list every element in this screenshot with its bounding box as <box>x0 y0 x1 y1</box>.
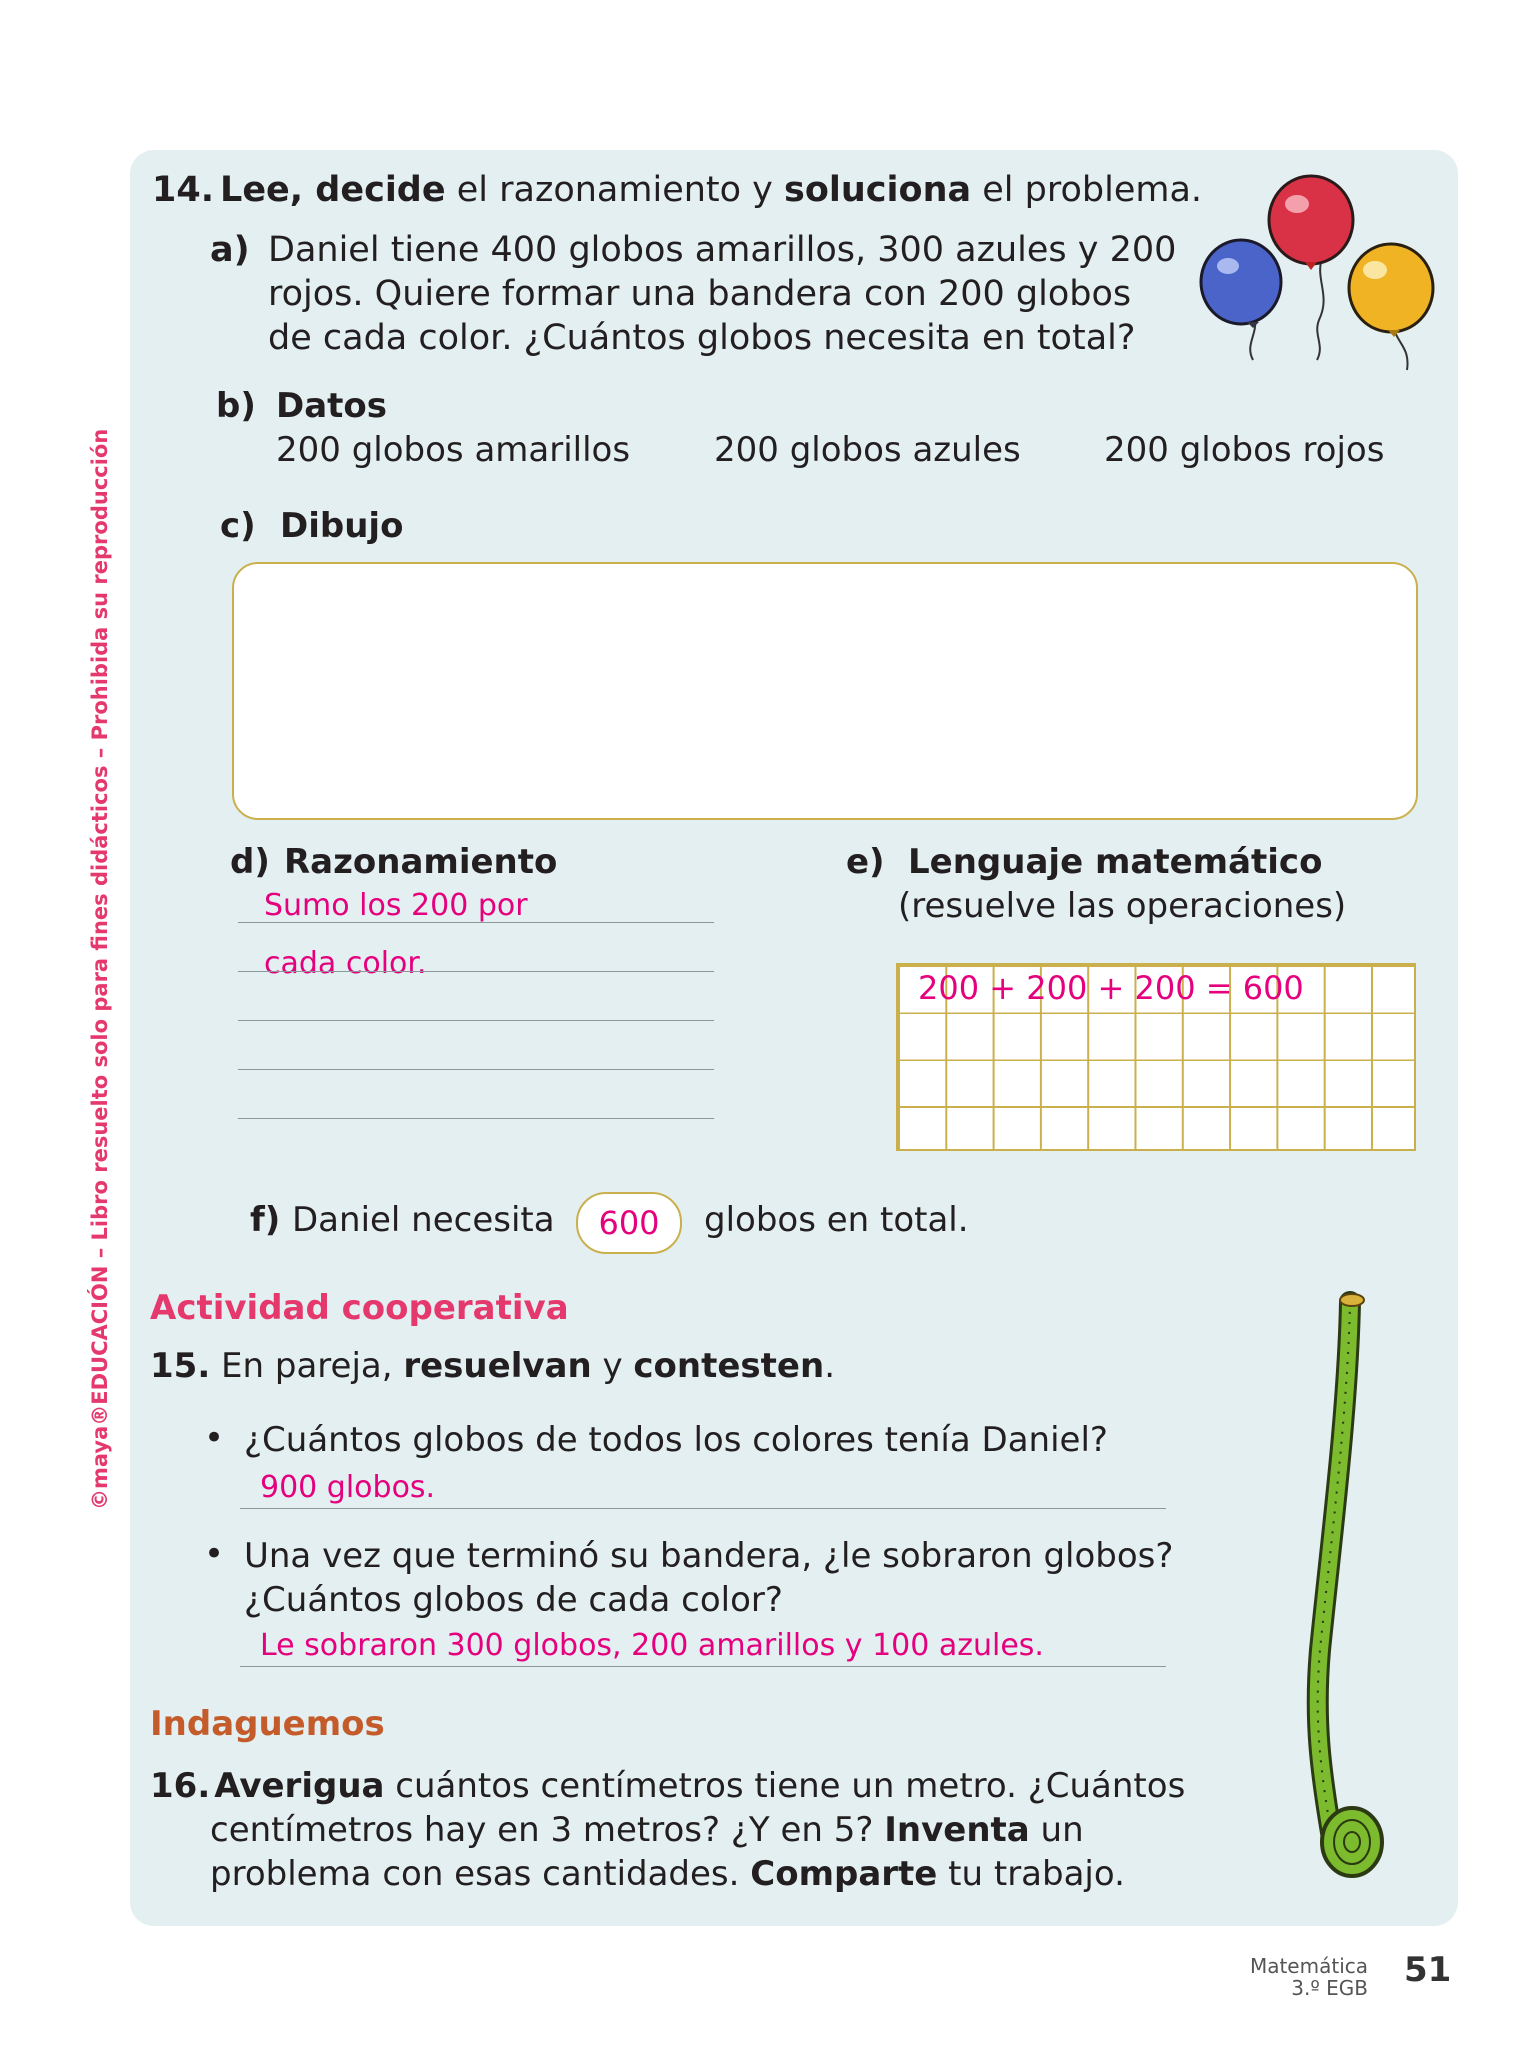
q15-number: 15. <box>150 1346 211 1386</box>
q15-text-3: . <box>824 1346 836 1386</box>
reasoning-rule-5 <box>238 1118 714 1119</box>
q14-b-title: Datos <box>276 386 388 426</box>
q15-instruction <box>150 1344 835 1388</box>
q15-bold-1: resuelvan <box>403 1346 592 1386</box>
q15-answer-2: Le sobraron 300 globos, 200 amarillos y 100 azules. <box>260 1628 1044 1663</box>
datos-item-1: 200 globos amarillos <box>276 430 631 470</box>
q14-e-title: Lenguaje matemático <box>908 842 1323 882</box>
q16-line-2 <box>210 1808 1084 1852</box>
q14-b-label: b) <box>216 386 256 426</box>
q16-text-4: problema con esas cantidades. <box>210 1854 751 1894</box>
q14-number: 14. <box>152 170 215 210</box>
grid-cell-5: 200 <box>1134 969 1196 1007</box>
q16-text-5: tu trabajo. <box>937 1854 1125 1894</box>
reasoning-rule-2 <box>238 971 714 972</box>
reasoning-rule-1 <box>238 922 714 923</box>
drawing-box[interactable] <box>232 562 1418 820</box>
reasoning-answer-line-2: cada color. <box>264 946 427 981</box>
answer-oval[interactable] <box>576 1192 682 1254</box>
grid-cell-4: + <box>1097 969 1125 1007</box>
reasoning-rule-4 <box>238 1069 714 1070</box>
q14-bold-1: Lee, decide <box>220 170 446 210</box>
q16-bold-2: Inventa <box>884 1810 1030 1850</box>
q14-text-2: el problema. <box>971 170 1203 210</box>
q16-text-1: cuántos centímetros tiene un metro. ¿Cuántos <box>384 1766 1186 1806</box>
answer-value: 600 <box>598 1204 660 1242</box>
reasoning-answer-line-1: Sumo los 200 por <box>264 888 528 923</box>
q16-text-3: un <box>1029 1810 1084 1850</box>
q14-f-text-after: globos en total. <box>704 1200 969 1240</box>
q16-line-3 <box>210 1852 1125 1896</box>
q14-f-label: f) <box>250 1200 281 1240</box>
balloons-illustration <box>1185 170 1455 380</box>
q15-text-1: En pareja, <box>221 1346 404 1386</box>
q14-e-subtitle: (resuelve las operaciones) <box>898 886 1347 926</box>
copyright-vertical: ©maya®EDUCACIÓN – Libro resuelto solo para fines didácticos – Prohibida su reproducción <box>88 428 112 1510</box>
grid-cell-6: = <box>1205 969 1233 1007</box>
answer-rule-1 <box>240 1508 1166 1509</box>
datos-item-3: 200 globos rojos <box>1104 430 1385 470</box>
q14-a-line-1: Daniel tiene 400 globos amarillos, 300 azules y 200 <box>268 230 1177 270</box>
page-number: 51 <box>1404 1950 1452 1990</box>
q14-a-line-2: rojos. Quiere formar una bandera con 200 globos <box>268 274 1132 314</box>
q14-f-text-before: Daniel necesita <box>292 1200 555 1240</box>
coop-heading: Actividad cooperativa <box>150 1288 569 1328</box>
q15-answer-1: 900 globos. <box>260 1470 436 1505</box>
q14-c-title: Dibujo <box>280 506 404 546</box>
q14-e-label: e) <box>846 842 885 882</box>
bullet-1: • <box>204 1418 225 1458</box>
bullet-2: • <box>204 1534 225 1574</box>
q14-text-1: el razonamiento y <box>445 170 785 210</box>
tape-measure-illustration <box>1290 1290 1420 1890</box>
grid-cell-2: + <box>989 969 1017 1007</box>
footer-label <box>1250 1955 1368 1999</box>
q15-question-2-line-1: Una vez que terminó su bandera, ¿le sobraron globos? <box>244 1536 1174 1576</box>
footer-subject: Matemática <box>1249 1954 1368 1978</box>
q14-c-label: c) <box>220 506 256 546</box>
q14-d-title: Razonamiento <box>284 842 558 882</box>
math-expression <box>918 968 1304 1008</box>
q14-a-line-3: de cada color. ¿Cuántos globos necesita en total? <box>268 318 1136 358</box>
q14-instruction <box>152 168 1202 212</box>
q15-bold-2: contesten <box>633 1346 825 1386</box>
q16-bold-3: Comparte <box>750 1854 938 1894</box>
grid-cell-7: 600 <box>1242 969 1304 1007</box>
q16-text-2: centímetros hay en 3 metros? ¿Y en 5? <box>210 1810 885 1850</box>
q15-text-2: y <box>591 1346 634 1386</box>
reasoning-rule-3 <box>238 1020 714 1021</box>
q16-bold-1: Averigua <box>214 1766 385 1806</box>
q15-question-2-line-2: ¿Cuántos globos de cada color? <box>244 1580 783 1620</box>
q16-number: 16. <box>150 1766 211 1806</box>
q14-d-label: d) <box>230 842 270 882</box>
indaguemos-heading: Indaguemos <box>150 1704 385 1744</box>
q15-question-1: ¿Cuántos globos de todos los colores tenía Daniel? <box>244 1420 1108 1460</box>
grid-cell-3: 200 <box>1026 969 1088 1007</box>
datos-item-2: 200 globos azules <box>714 430 1021 470</box>
answer-rule-2 <box>240 1666 1166 1667</box>
q16-line-1 <box>150 1764 1185 1808</box>
q14-a-label: a) <box>210 230 250 270</box>
q14-bold-2: soluciona <box>784 170 972 210</box>
grid-cell-1: 200 <box>918 969 980 1007</box>
footer-grade: 3.º EGB <box>1291 1976 1368 2000</box>
